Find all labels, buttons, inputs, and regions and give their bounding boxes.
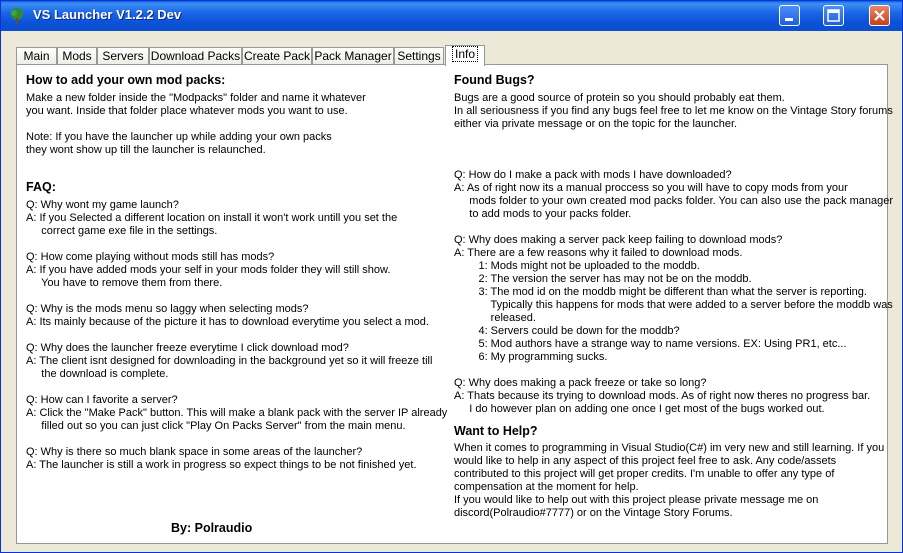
faq-answer: A: If you Selected a different location on install it won't work untill you set the correct game exe file in the settings. <box>26 212 398 237</box>
close-icon <box>870 6 889 25</box>
faq-heading: FAQ: <box>26 180 56 194</box>
faq-answer: A: Its mainly because of the picture it has to download everytime you select a mod. <box>26 316 429 328</box>
want-to-help-text: When it comes to programming in Visual Studio(C#) im very new and still learning. If you would like to help in any aspect of this project feel free to ask. Any code/assets contributed to this project will get proper credits. I'm unable to offer any type of compensation at the moment for help. If you would like to help out with this project please private message me on discord(Polraudio#7777) or on the Vintage Story Forums. <box>454 442 885 519</box>
info-panel <box>16 64 894 544</box>
faq-question: Q: How come playing without mods still has mods? <box>26 251 275 263</box>
faq-question: Q: Why is there so much blank space in some areas of the launcher? <box>26 446 363 458</box>
byline: By: Polraudio <box>171 521 253 535</box>
faq-question: Q: Why does making a server pack keep failing to download mods? <box>454 234 783 246</box>
add-packs-heading: How to add your own mod packs: <box>26 73 226 87</box>
faq-answer: A: The client isnt designed for downloading in the background yet so it will freeze till the download is complete. <box>26 355 433 380</box>
tab-mods[interactable]: Mods <box>57 47 97 65</box>
tab-servers[interactable]: Servers <box>97 47 149 65</box>
faq-question: Q: How do I make a pack with mods I have downloaded? <box>454 169 732 181</box>
tab-info[interactable]: Info <box>445 45 485 66</box>
want-to-help-heading: Want to Help? <box>454 424 538 438</box>
window-title: VS Launcher V1.2.2 Dev <box>33 7 182 22</box>
faq-question: Q: Why does making a pack freeze or take so long? <box>454 377 707 389</box>
faq-answer: A: As of right now its a manual proccess so you will have to copy mods from your mods folder to your own created mod packs folder. You can also use the pack manager to add mods to your packs folder. <box>454 182 894 220</box>
faq-question: Q: Why does the launcher freeze everytime I click download mod? <box>26 342 349 354</box>
found-bugs-heading: Found Bugs? <box>454 73 535 87</box>
add-packs-text: Make a new folder inside the "Modpacks" folder and name it whatever you want. Inside that folder place whatever mods you want to use. <box>26 92 366 117</box>
note-text: Note: If you have the launcher up while adding your own packs they wont show up till the launcher is relaunched. <box>26 131 332 156</box>
maximize-icon <box>824 6 843 25</box>
minimize-button[interactable] <box>779 5 800 26</box>
faq-answer: A: There are a few reasons why it failed to download mods. 1: Mods might not be uploaded to the moddb. 2: The version the server has may not be on the moddb. 3: The mod id on the moddb might be different than what the server is reporting. Typically this happens for mods that were added to a server before the moddb was released. 4: Servers could be down for the moddb? 5: Mod authors have a strange way to name versions. EX: Using PR1, etc... 6: My programming sucks. <box>454 247 893 363</box>
tab-create-pack[interactable]: Create Pack <box>243 49 311 63</box>
title-bar[interactable] <box>1 1 902 31</box>
faq-question: Q: Why wont my game launch? <box>26 199 179 211</box>
minimize-icon <box>780 6 799 25</box>
maximize-button[interactable] <box>823 5 844 26</box>
tree-icon <box>9 8 25 24</box>
close-button[interactable] <box>869 5 890 26</box>
tab-settings[interactable]: Settings <box>394 47 444 65</box>
faq-answer: A: If you have added mods your self in your mods folder they will still show. You have to remove them from there. <box>26 264 391 289</box>
faq-question: Q: Why is the mods menu so laggy when selecting mods? <box>26 303 309 315</box>
found-bugs-text: Bugs are a good source of protein so you should probably eat them. In all seriousness if you find any bugs feel free to let me know on the Vintage Story forums either via private message or on the topic for the launcher. <box>454 92 893 130</box>
faq-question: Q: How can I favorite a server? <box>26 394 178 406</box>
faq-answer: A: Thats because its trying to download mods. As of right now theres no progress bar. I do however plan on adding one once I get most of the bugs worked out. <box>454 390 871 415</box>
tab-main[interactable]: Main <box>16 47 57 65</box>
tab-pack-manager[interactable]: Pack Manager <box>312 47 394 65</box>
faq-answer: A: The launcher is still a work in progress so expect things to be not finished yet. <box>26 459 417 471</box>
tab-download-packs[interactable]: Download Packs <box>150 49 241 63</box>
faq-answer: A: Click the "Make Pack" button. This will make a blank pack with the server IP already filled out so you can just click "Play On Packs Server" from the main menu. <box>26 407 448 432</box>
